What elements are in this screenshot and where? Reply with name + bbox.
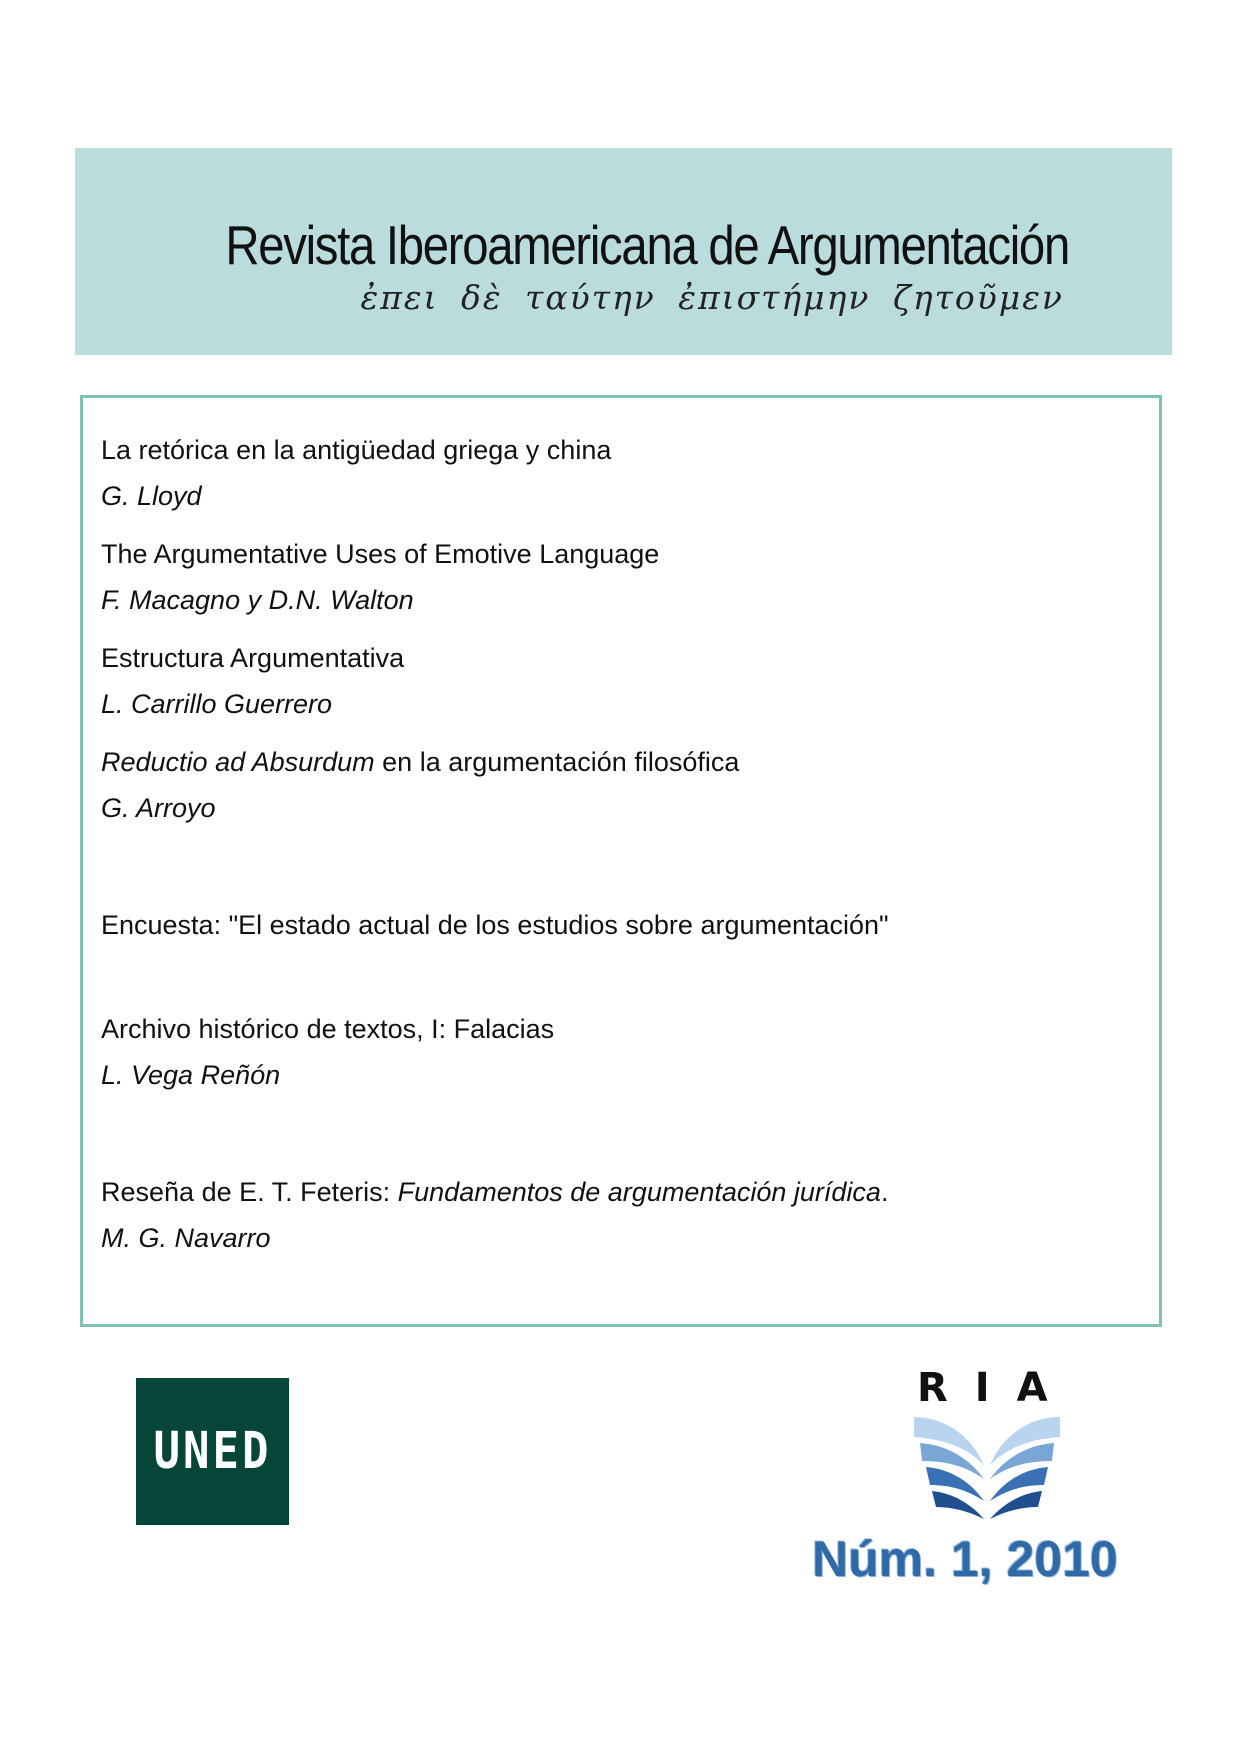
article-author: L. Vega Reñón	[101, 1060, 281, 1090]
article-author: M. G. Navarro	[101, 1223, 271, 1253]
review-title-italic: Fundamentos de argumentación jurídica	[397, 1177, 881, 1207]
review-title-pre: Reseña de E. T. Feteris:	[101, 1177, 398, 1207]
article-author: G. Lloyd	[101, 481, 202, 511]
review-title-post: .	[880, 1177, 889, 1207]
toc-entry	[101, 642, 404, 720]
ria-open-book-icon	[912, 1415, 1062, 1520]
journal-title: Revista Iberoamericana de Argumentación	[225, 214, 1069, 276]
toc-entry	[101, 538, 659, 616]
article-title-italic: Reductio ad Absurdum	[101, 747, 375, 777]
toc-entry	[101, 746, 739, 824]
article-author: L. Carrillo Guerrero	[101, 689, 333, 719]
uned-logo-text: UNED	[153, 1422, 272, 1481]
article-title: The Argumentative Uses of Emotive Language	[101, 539, 660, 569]
article-title-rest: en la argumentación filosófica	[374, 747, 740, 777]
table-of-contents	[80, 395, 1162, 1327]
toc-entry	[101, 1013, 554, 1091]
journal-motto: ἐπει δὲ ταύτην ἐπιστήμην ζητοῦμεν	[360, 278, 1064, 317]
article-title: La retórica en la antigüedad griega y china	[101, 435, 612, 465]
article-author: G. Arroyo	[101, 793, 216, 823]
review-title	[101, 1176, 888, 1208]
article-title: Archivo histórico de textos, I: Falacias	[101, 1014, 555, 1044]
article-title	[101, 746, 739, 778]
uned-logo	[136, 1378, 289, 1525]
ria-logo-text: RIA	[917, 1365, 1075, 1411]
toc-entry	[101, 909, 889, 941]
survey-title: Encuesta: "El estado actual de los estudios sobre argumentación"	[101, 910, 889, 940]
journal-header	[75, 148, 1172, 355]
article-title: Estructura Argumentativa	[101, 643, 405, 673]
toc-entry	[101, 434, 611, 512]
issue-number: Núm. 1, 2010	[812, 1531, 1118, 1587]
article-author: F. Macagno y D.N. Walton	[101, 585, 414, 615]
toc-entry	[101, 1176, 888, 1254]
